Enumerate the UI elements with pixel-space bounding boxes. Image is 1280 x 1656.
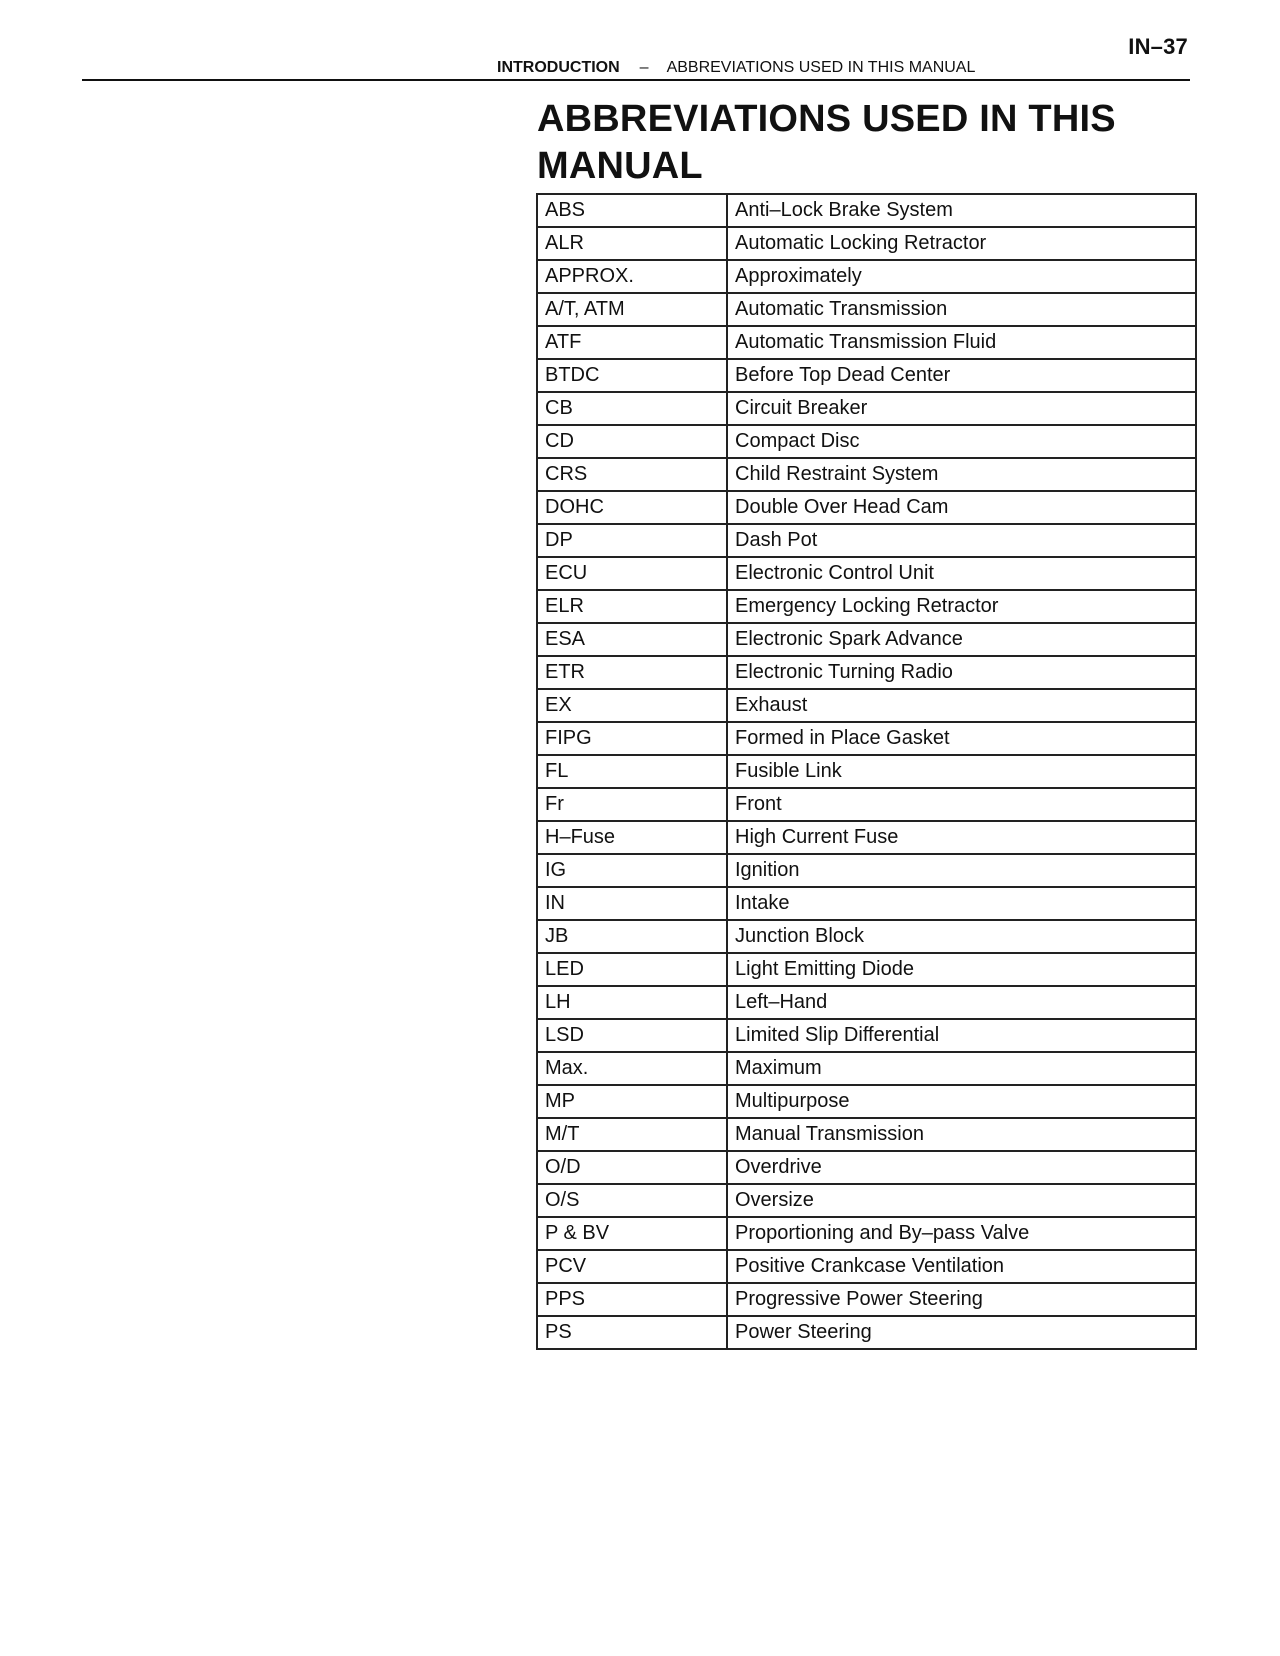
meaning-cell: Automatic Transmission (727, 293, 1196, 326)
abbreviation-cell: DOHC (537, 491, 727, 524)
table-row (537, 953, 1196, 986)
abbreviation-cell: H–Fuse (537, 821, 727, 854)
table-row (537, 623, 1196, 656)
meaning-cell: Exhaust (727, 689, 1196, 722)
table-row (537, 887, 1196, 920)
table-row (537, 491, 1196, 524)
table-row (537, 788, 1196, 821)
meaning-cell: Compact Disc (727, 425, 1196, 458)
table-row (537, 1283, 1196, 1316)
abbreviation-cell: Max. (537, 1052, 727, 1085)
table-row (537, 656, 1196, 689)
running-header-subsection: ABBREVIATIONS USED IN THIS MANUAL (666, 59, 976, 76)
meaning-cell: Electronic Control Unit (727, 557, 1196, 590)
table-row (537, 326, 1196, 359)
meaning-cell: Light Emitting Diode (727, 953, 1196, 986)
table-row (537, 293, 1196, 326)
abbreviation-cell: MP (537, 1085, 727, 1118)
table-row (537, 359, 1196, 392)
meaning-cell: Child Restraint System (727, 458, 1196, 491)
abbreviation-cell: EX (537, 689, 727, 722)
table-row (537, 755, 1196, 788)
meaning-cell: Power Steering (727, 1316, 1196, 1349)
meaning-cell: Anti–Lock Brake System (727, 194, 1196, 227)
meaning-cell: Circuit Breaker (727, 392, 1196, 425)
abbreviation-cell: LH (537, 986, 727, 1019)
meaning-cell: Approximately (727, 260, 1196, 293)
abbreviation-cell: ELR (537, 590, 727, 623)
table-row (537, 260, 1196, 293)
meaning-cell: High Current Fuse (727, 821, 1196, 854)
meaning-cell: Dash Pot (727, 524, 1196, 557)
table-row (537, 557, 1196, 590)
abbreviation-cell: ESA (537, 623, 727, 656)
abbreviation-cell: P & BV (537, 1217, 727, 1250)
page-number: IN–37 (1128, 34, 1188, 59)
meaning-cell: Automatic Transmission Fluid (727, 326, 1196, 359)
meaning-cell: Maximum (727, 1052, 1196, 1085)
meaning-cell: Limited Slip Differential (727, 1019, 1196, 1052)
table-row (537, 1151, 1196, 1184)
meaning-cell: Positive Crankcase Ventilation (727, 1250, 1196, 1283)
table-row (537, 722, 1196, 755)
abbreviation-cell: IN (537, 887, 727, 920)
abbreviation-cell: CRS (537, 458, 727, 491)
page-title: ABBREVIATIONS USED IN THIS MANUAL (537, 98, 1116, 187)
table-row (537, 590, 1196, 623)
abbreviation-cell: CD (537, 425, 727, 458)
table-row (537, 392, 1196, 425)
meaning-cell: Fusible Link (727, 755, 1196, 788)
abbreviation-cell: FL (537, 755, 727, 788)
abbreviation-cell: Fr (537, 788, 727, 821)
meaning-cell: Manual Transmission (727, 1118, 1196, 1151)
table-row (537, 524, 1196, 557)
abbreviation-cell: LSD (537, 1019, 727, 1052)
abbreviation-cell: ETR (537, 656, 727, 689)
meaning-cell: Formed in Place Gasket (727, 722, 1196, 755)
abbreviation-cell: M/T (537, 1118, 727, 1151)
table-row (537, 458, 1196, 491)
running-header-separator: – (639, 59, 649, 76)
table-row (537, 194, 1196, 227)
header-divider (82, 79, 1190, 81)
table-row (537, 689, 1196, 722)
abbreviation-cell: APPROX. (537, 260, 727, 293)
table-row (537, 1085, 1196, 1118)
meaning-cell: Proportioning and By–pass Valve (727, 1217, 1196, 1250)
abbreviation-cell: LED (537, 953, 727, 986)
abbreviation-cell: O/S (537, 1184, 727, 1217)
abbreviation-cell: PPS (537, 1283, 727, 1316)
abbreviation-cell: IG (537, 854, 727, 887)
abbreviation-cell: DP (537, 524, 727, 557)
meaning-cell: Ignition (727, 854, 1196, 887)
meaning-cell: Double Over Head Cam (727, 491, 1196, 524)
abbreviation-cell: CB (537, 392, 727, 425)
meaning-cell: Progressive Power Steering (727, 1283, 1196, 1316)
meaning-cell: Oversize (727, 1184, 1196, 1217)
abbreviation-cell: O/D (537, 1151, 727, 1184)
meaning-cell: Multipurpose (727, 1085, 1196, 1118)
table-row (537, 821, 1196, 854)
meaning-cell: Before Top Dead Center (727, 359, 1196, 392)
meaning-cell: Overdrive (727, 1151, 1196, 1184)
table-row (537, 854, 1196, 887)
running-header (497, 59, 975, 77)
abbreviation-cell: A/T, ATM (537, 293, 727, 326)
meaning-cell: Electronic Spark Advance (727, 623, 1196, 656)
table-row (537, 227, 1196, 260)
meaning-cell: Front (727, 788, 1196, 821)
meaning-cell: Left–Hand (727, 986, 1196, 1019)
meaning-cell: Intake (727, 887, 1196, 920)
abbreviation-cell: PS (537, 1316, 727, 1349)
meaning-cell: Automatic Locking Retractor (727, 227, 1196, 260)
abbreviation-cell: ABS (537, 194, 727, 227)
abbreviation-cell: JB (537, 920, 727, 953)
abbreviation-cell: ALR (537, 227, 727, 260)
meaning-cell: Emergency Locking Retractor (727, 590, 1196, 623)
table-row (537, 1118, 1196, 1151)
abbreviation-cell: FIPG (537, 722, 727, 755)
abbreviations-table-body (537, 194, 1196, 1349)
meaning-cell: Electronic Turning Radio (727, 656, 1196, 689)
table-row (537, 1250, 1196, 1283)
table-row (537, 1316, 1196, 1349)
table-row (537, 1184, 1196, 1217)
meaning-cell: Junction Block (727, 920, 1196, 953)
abbreviations-table (536, 193, 1197, 1350)
abbreviation-cell: ECU (537, 557, 727, 590)
table-row (537, 1019, 1196, 1052)
table-row (537, 1052, 1196, 1085)
table-row (537, 425, 1196, 458)
table-row (537, 986, 1196, 1019)
table-row (537, 1217, 1196, 1250)
abbreviation-cell: ATF (537, 326, 727, 359)
abbreviation-cell: PCV (537, 1250, 727, 1283)
running-header-section: INTRODUCTION (497, 59, 620, 76)
table-row (537, 920, 1196, 953)
abbreviation-cell: BTDC (537, 359, 727, 392)
